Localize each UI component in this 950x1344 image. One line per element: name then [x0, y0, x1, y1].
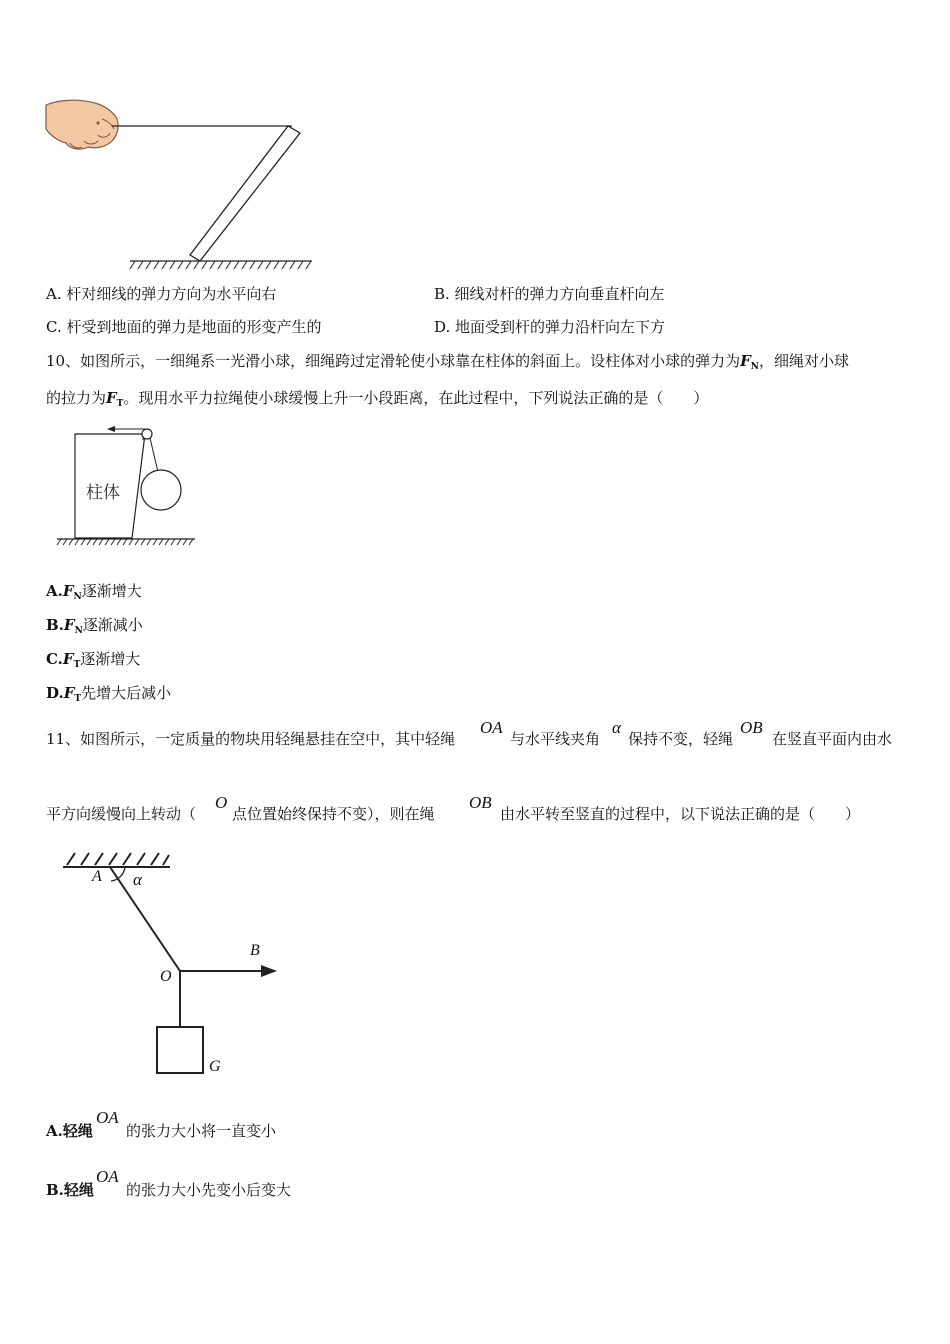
pillar-label: 柱体: [86, 483, 120, 503]
option-subscript: T: [73, 660, 81, 670]
q10-stem-text: ，细绳对小球: [758, 352, 849, 370]
fig-label-b: B: [250, 942, 260, 959]
q11-stem-text: 与水平线夹角: [510, 730, 601, 748]
fig-label-g: G: [209, 1058, 221, 1075]
q11-option-b-text: 的张力大小先变小后变大: [126, 1181, 292, 1199]
q10-option-d: [46, 686, 171, 704]
fig-label-o: O: [160, 968, 172, 985]
fig-label-alpha: α: [133, 870, 142, 889]
option-prefix: A.: [46, 582, 63, 600]
q10-stem-text: 10、如图所示，一细绳系一光滑小球，细绳跨过定滑轮使小球靠在柱体的斜面上。设柱体对小球的弹力为: [46, 352, 741, 370]
option-prefix: C.: [46, 650, 63, 668]
q9-option-c: C. 杆受到地面的弹力是地面的形变产生的: [46, 318, 322, 336]
q9-option-b: B. 细线对杆的弹力方向垂直杆向左: [434, 285, 665, 303]
q10-option-c: [46, 652, 140, 670]
q11-math-alpha: α: [612, 718, 621, 737]
q9-option-d: D. 地面受到杆的弹力沿杆向左下方: [434, 318, 666, 336]
q11-stem-text: 由水平转至竖直的过程中，以下说法正确的是（ ）: [500, 805, 861, 823]
q10-option-b: [46, 618, 143, 636]
q11-stem-text: 保持不变，轻绳: [628, 730, 734, 748]
q11-stem-line1: 11、如图所示，一定质量的物块用轻绳悬挂在空中，其中轻绳: [46, 730, 456, 748]
q11-option-b-prefix: B.轻绳: [46, 1181, 94, 1199]
ft-subscript: T: [116, 399, 124, 409]
option-symbol: F: [62, 650, 74, 668]
option-subscript: N: [74, 626, 83, 636]
q10-option-a: [46, 584, 142, 602]
q10-stem-line1: [46, 354, 849, 372]
q11-math-ob: OB: [740, 718, 763, 737]
option-text: 逐渐减小: [82, 616, 143, 634]
q11-math-ob2: OB: [469, 793, 492, 812]
option-symbol: F: [63, 616, 75, 634]
fn-symbol: F: [740, 352, 751, 370]
pillar-ball-figure: [55, 420, 205, 550]
option-prefix: D.: [46, 684, 64, 702]
q9-option-a: A. 杆对细线的弹力方向为水平向右: [46, 285, 277, 303]
q11-stem-text: 在竖直平面内由水: [772, 730, 893, 748]
rope-block-figure: [55, 845, 295, 1085]
rod-string-figure: [40, 95, 340, 275]
option-text: 先增大后减小: [81, 684, 172, 702]
q11-stem-text: 点位置始终保持不变），则在绳: [232, 805, 435, 823]
option-symbol: F: [62, 582, 74, 600]
q11-math-o: O: [215, 793, 228, 812]
hand-icon: [46, 100, 118, 149]
fig-label-a: A: [92, 868, 102, 885]
option-symbol: F: [63, 684, 75, 702]
option-text: 逐渐增大: [80, 650, 141, 668]
q11-option-b-math: OA: [96, 1167, 119, 1186]
q11-math-oa: OA: [480, 718, 503, 737]
ft-symbol: F: [106, 389, 117, 407]
q11-option-a-prefix: A.轻绳: [46, 1122, 93, 1140]
option-text: 逐渐增大: [81, 582, 142, 600]
q11-option-a-math: OA: [96, 1108, 119, 1127]
q10-stem-text: 。现用水平力拉绳使小球缓慢上升一小段距离，在此过程中，下列说法正确的是（ ）: [123, 389, 709, 407]
q11-stem-line2: 平方向缓慢向上转动（: [46, 805, 197, 823]
fn-subscript: N: [750, 362, 759, 372]
option-subscript: T: [74, 694, 82, 704]
q10-stem-line2: [46, 391, 708, 409]
option-prefix: B.: [46, 616, 64, 634]
option-subscript: N: [73, 592, 82, 602]
q11-option-a-text: 的张力大小将一直变小: [126, 1122, 277, 1140]
q10-stem-text: 的拉力为: [46, 389, 107, 407]
